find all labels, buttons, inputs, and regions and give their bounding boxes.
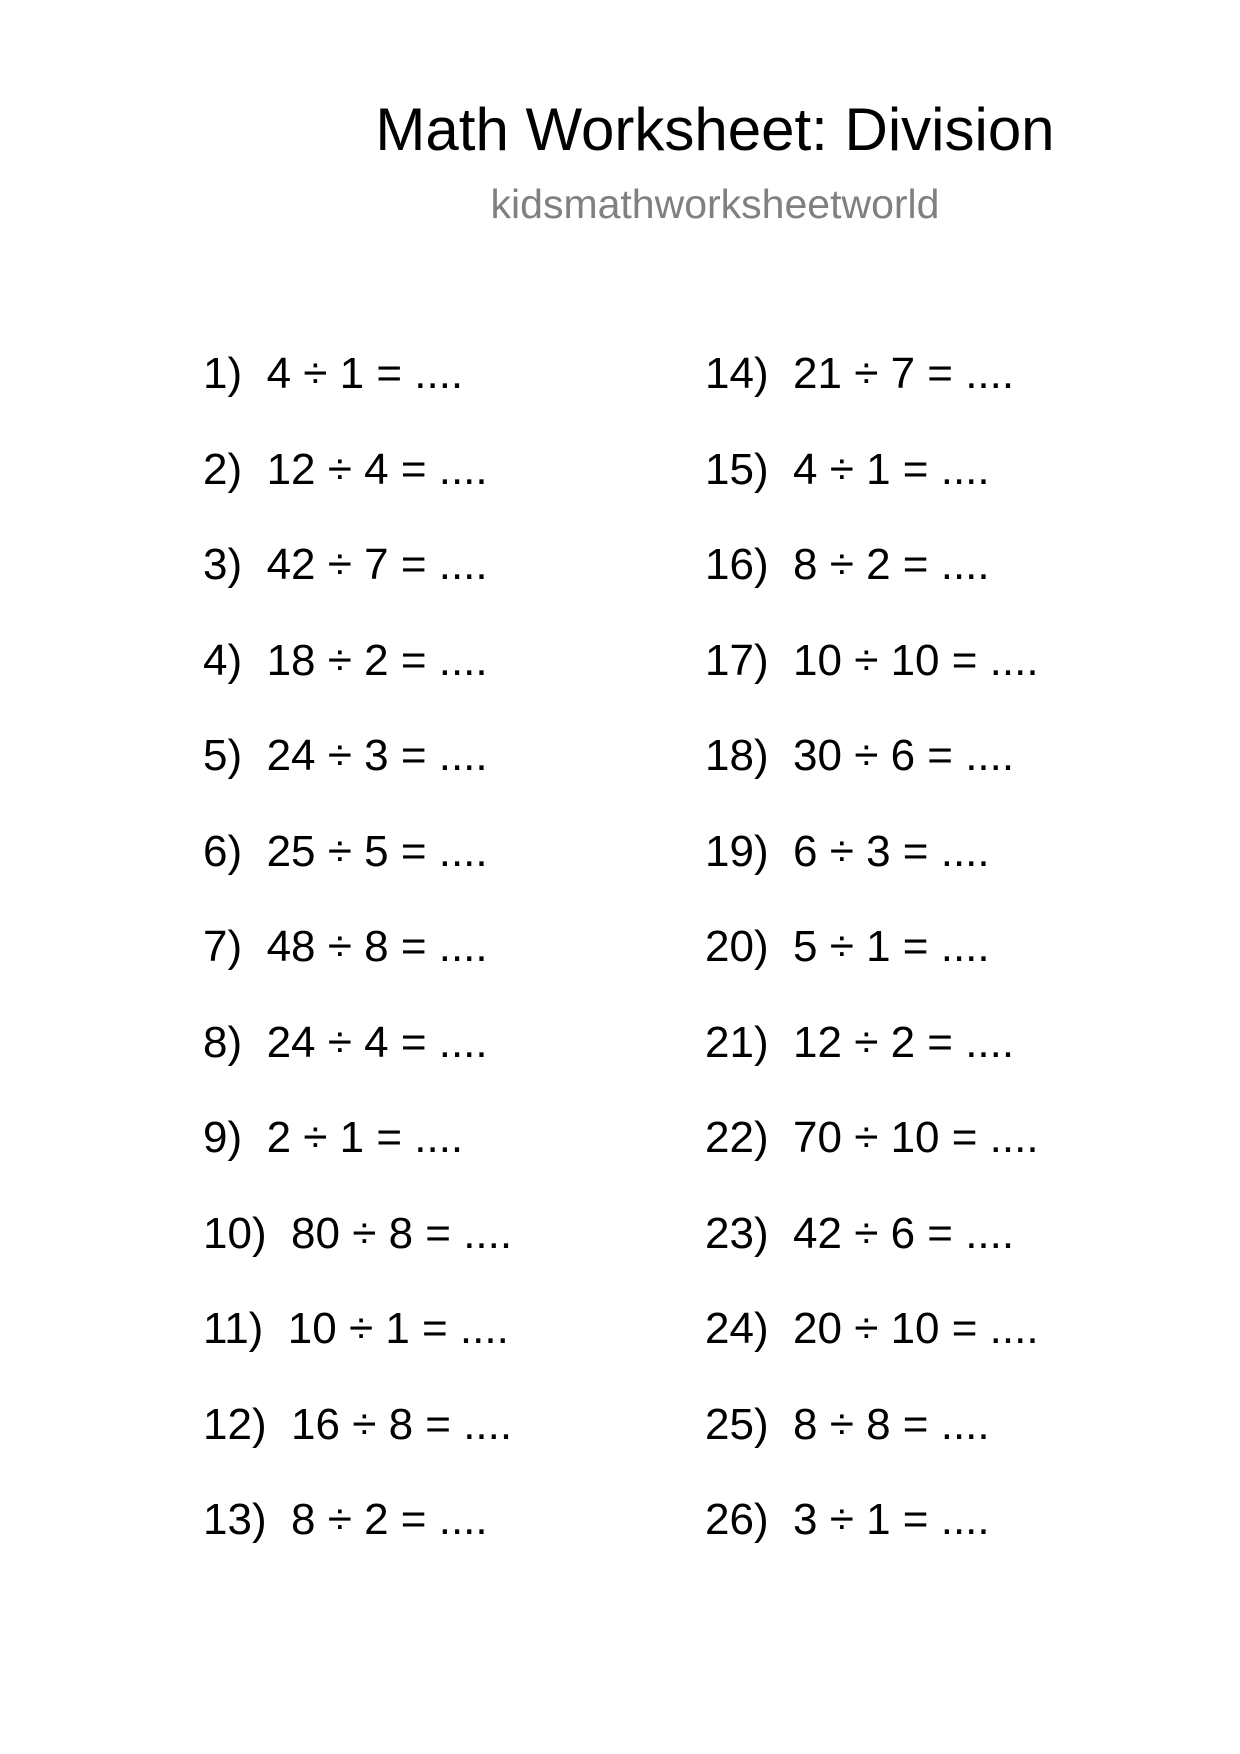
problem-item <box>203 1304 512 1403</box>
problem-item <box>705 1399 1039 1499</box>
problem-expression: 12 ÷ 2 = .... <box>793 1017 1015 1067</box>
problem-number: 21) <box>705 1017 769 1067</box>
problem-number: 24) <box>705 1304 769 1353</box>
problem-expression: 24 ÷ 3 = .... <box>266 731 488 780</box>
problem-number: 15) <box>705 444 769 494</box>
problem-expression: 3 ÷ 1 = .... <box>793 1495 990 1544</box>
problem-expression: 10 ÷ 10 = .... <box>793 635 1039 685</box>
problem-item <box>203 1495 512 1594</box>
problem-item <box>705 1113 1039 1212</box>
problem-item <box>203 540 512 639</box>
problem-item <box>203 444 512 544</box>
problem-number: 14) <box>705 349 769 398</box>
problem-number: 7) <box>203 922 243 971</box>
problem-number: 23) <box>705 1208 769 1258</box>
problem-item <box>203 826 512 926</box>
problem-expression: 2 ÷ 1 = .... <box>266 1113 464 1162</box>
problem-expression: 8 ÷ 2 = .... <box>793 540 990 589</box>
problem-number: 12) <box>203 1399 267 1449</box>
problem-column-right <box>705 349 1039 1594</box>
problem-number: 6) <box>203 826 243 876</box>
problem-number: 3) <box>203 540 243 589</box>
problem-expression: 16 ÷ 8 = .... <box>291 1399 513 1449</box>
problem-item <box>203 349 512 448</box>
problem-number: 5) <box>203 731 243 780</box>
problem-expression: 48 ÷ 8 = .... <box>266 922 488 971</box>
problem-item <box>203 922 512 1021</box>
problem-number: 17) <box>705 635 769 685</box>
problem-item <box>705 540 1039 639</box>
problem-item <box>705 1495 1039 1594</box>
problem-expression: 24 ÷ 4 = .... <box>266 1017 488 1067</box>
problem-item <box>705 444 1039 544</box>
problem-expression: 8 ÷ 2 = .... <box>291 1495 488 1544</box>
problem-item <box>203 1017 512 1117</box>
problem-expression: 30 ÷ 6 = .... <box>793 731 1015 780</box>
problem-item <box>203 1208 513 1308</box>
problem-item <box>705 1304 1039 1403</box>
problem-item <box>203 635 512 735</box>
problem-number: 16) <box>705 540 769 589</box>
problem-number: 2) <box>203 444 243 494</box>
problem-number: 9) <box>203 1113 243 1162</box>
problem-expression: 10 ÷ 1 = .... <box>287 1304 509 1353</box>
problem-number: 13) <box>203 1495 267 1544</box>
problem-number: 8) <box>203 1017 243 1067</box>
problem-expression: 21 ÷ 7 = .... <box>793 349 1015 398</box>
problem-column-left <box>203 349 513 1594</box>
problem-number: 19) <box>705 826 769 876</box>
problem-number: 1) <box>203 349 243 398</box>
problem-expression: 42 ÷ 7 = .... <box>266 540 488 589</box>
problem-expression: 70 ÷ 10 = .... <box>793 1113 1039 1162</box>
problem-expression: 42 ÷ 6 = .... <box>793 1208 1015 1258</box>
problem-expression: 5 ÷ 1 = .... <box>793 922 990 971</box>
problem-item <box>705 922 1039 1021</box>
problem-item <box>203 1113 512 1212</box>
problem-item <box>705 1017 1039 1117</box>
problem-item <box>705 349 1039 448</box>
problem-expression: 6 ÷ 3 = .... <box>793 826 990 876</box>
problem-expression: 18 ÷ 2 = .... <box>266 635 488 685</box>
worksheet-source: kidsmathworksheetworld <box>490 181 940 227</box>
problem-item <box>203 731 512 830</box>
problem-expression: 12 ÷ 4 = .... <box>266 444 488 494</box>
problem-number: 25) <box>705 1399 769 1449</box>
problem-expression: 4 ÷ 1 = .... <box>266 349 464 398</box>
problem-item <box>705 826 1039 926</box>
problem-item <box>705 1208 1039 1308</box>
problem-number: 22) <box>705 1113 769 1162</box>
problem-number: 11) <box>203 1304 264 1353</box>
problem-number: 26) <box>705 1495 769 1544</box>
problem-expression: 80 ÷ 8 = .... <box>291 1208 513 1258</box>
problem-item <box>203 1399 513 1499</box>
problem-number: 10) <box>203 1208 267 1258</box>
problem-expression: 8 ÷ 8 = .... <box>793 1399 990 1449</box>
worksheet-title: Math Worksheet: Division <box>375 96 1055 163</box>
problem-expression: 4 ÷ 1 = .... <box>793 444 990 494</box>
problem-item <box>705 731 1039 830</box>
problem-number: 4) <box>203 635 243 685</box>
problem-expression: 25 ÷ 5 = .... <box>266 826 488 876</box>
problem-number: 18) <box>705 731 769 780</box>
problem-expression: 20 ÷ 10 = .... <box>793 1304 1039 1353</box>
problem-number: 20) <box>705 922 769 971</box>
problem-item <box>705 635 1039 735</box>
